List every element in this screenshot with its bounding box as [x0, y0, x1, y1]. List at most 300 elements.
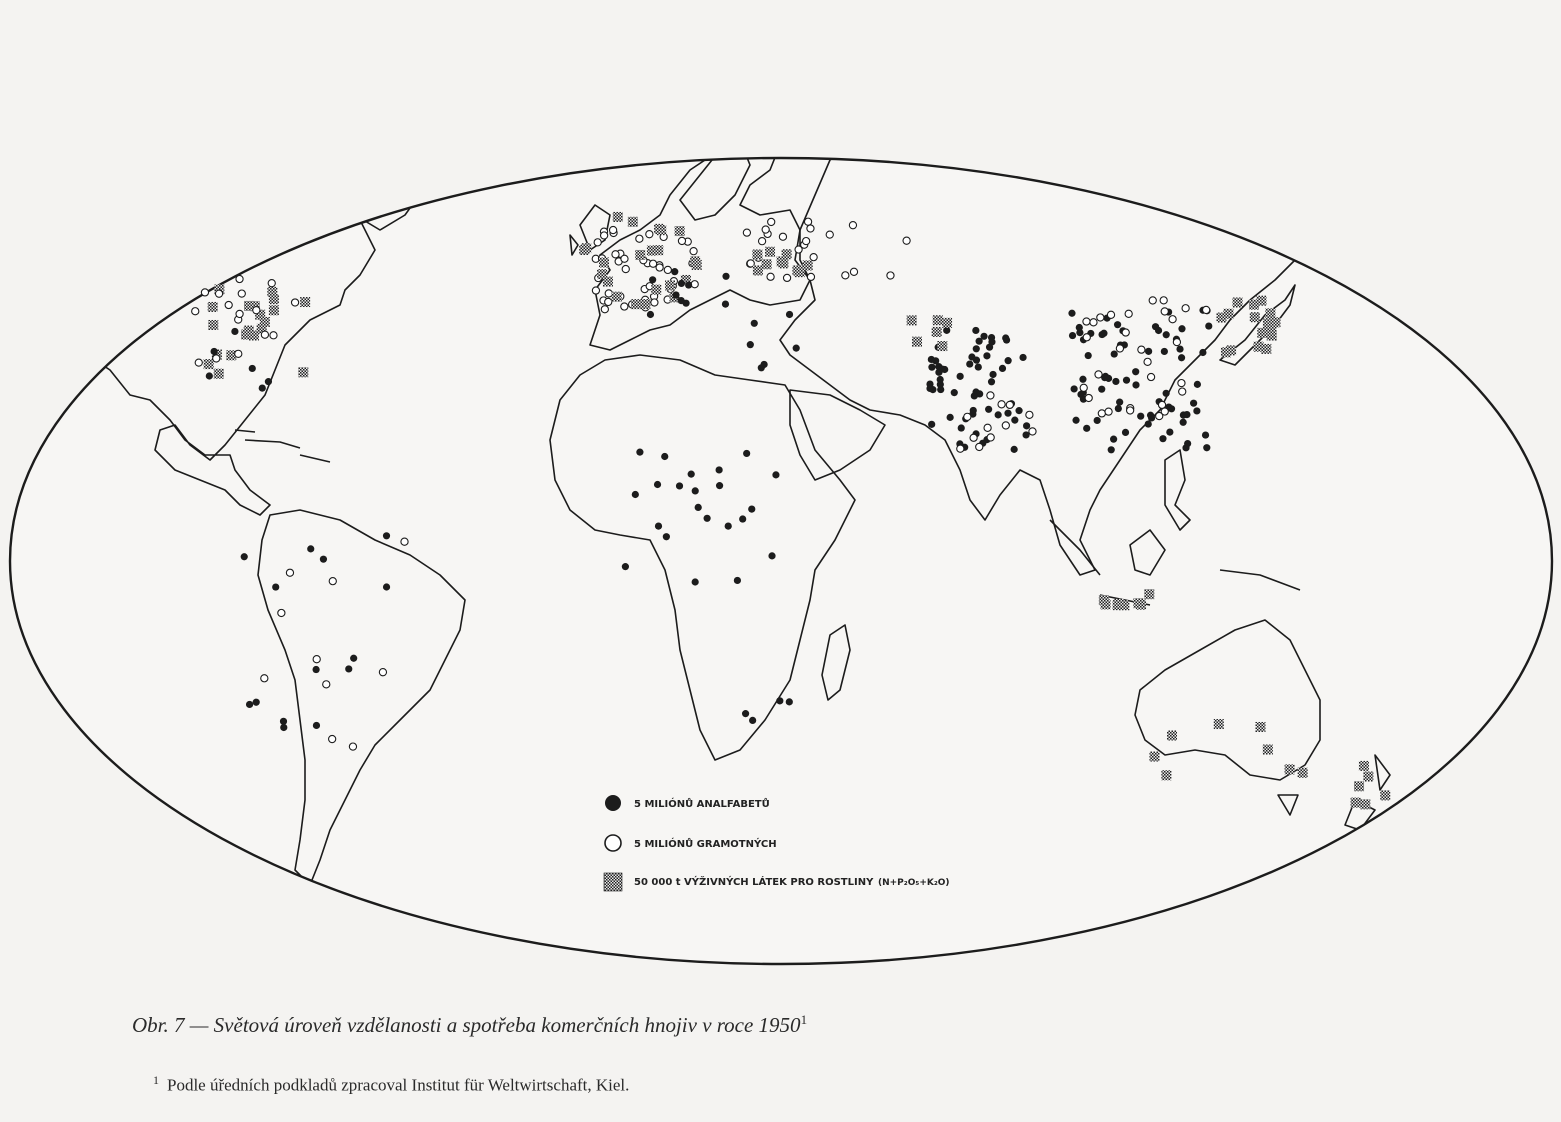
literate-symbol — [238, 290, 245, 297]
literate-symbol — [984, 424, 991, 431]
fertilizer-symbol — [640, 299, 650, 309]
fertilizer-symbol — [628, 217, 638, 227]
literate-symbol — [601, 306, 608, 313]
illiterate-symbol — [636, 449, 643, 456]
literate-symbol — [592, 287, 599, 294]
illiterate-symbol — [1161, 348, 1168, 355]
fertilizer-symbol — [1359, 761, 1369, 771]
illiterate-symbol — [1094, 417, 1101, 424]
literate-symbol — [849, 222, 856, 229]
illiterate-symbol — [1068, 310, 1075, 317]
illiterate-symbol — [957, 373, 964, 380]
illiterate-symbol — [1011, 417, 1018, 424]
illiterate-symbol — [1023, 422, 1030, 429]
literate-symbol — [636, 235, 643, 242]
illiterate-symbol — [1184, 440, 1191, 447]
illiterate-symbol — [320, 556, 327, 563]
literate-symbol — [803, 238, 810, 245]
fertilizer-symbol — [1250, 312, 1260, 322]
caption-note-mark: 1 — [800, 1012, 808, 1027]
illiterate-symbol — [654, 481, 661, 488]
literate-symbol — [192, 308, 199, 315]
literate-symbol — [201, 289, 208, 296]
literate-symbol — [1083, 334, 1090, 341]
literate-symbol — [268, 280, 275, 287]
illiterate-symbol — [928, 364, 935, 371]
fertilizer-symbol — [204, 359, 214, 369]
illiterate-symbol — [1168, 405, 1175, 412]
literate-symbol — [215, 290, 222, 297]
literate-symbol — [323, 681, 330, 688]
literate-symbol — [329, 735, 336, 742]
illiterate-symbol — [1178, 325, 1185, 332]
illiterate-symbol — [768, 552, 775, 559]
literate-symbol — [691, 281, 698, 288]
fertilizer-symbol — [1255, 722, 1265, 732]
illiterate-symbol — [1110, 436, 1117, 443]
fertilizer-symbol — [269, 294, 279, 304]
fertilizer-symbol — [1223, 309, 1233, 319]
fertilizer-symbol — [635, 250, 645, 260]
literate-symbol — [622, 265, 629, 272]
illiterate-symbol — [688, 471, 695, 478]
illiterate-symbol — [988, 378, 995, 385]
illiterate-symbol — [676, 482, 683, 489]
fertilizer-symbol — [1298, 768, 1308, 778]
illiterate-symbol — [272, 583, 279, 590]
illiterate-symbol — [672, 291, 679, 298]
illiterate-symbol — [1116, 399, 1123, 406]
illiterate-symbol — [749, 717, 756, 724]
illiterate-symbol — [1163, 390, 1170, 397]
fertilizer-symbol — [208, 302, 218, 312]
illiterate-symbol — [685, 281, 692, 288]
illiterate-symbol — [772, 471, 779, 478]
illiterate-symbol — [1122, 429, 1129, 436]
literate-symbol — [270, 332, 277, 339]
fertilizer-symbol — [603, 277, 613, 287]
fertilizer-symbol — [1360, 799, 1370, 809]
illiterate-symbol — [1159, 435, 1166, 442]
literate-symbol — [1090, 319, 1097, 326]
illiterate-symbol — [1005, 357, 1012, 364]
illiterate-symbol — [1011, 446, 1018, 453]
illiterate-symbol — [280, 724, 287, 731]
fertilizer-symbol — [1261, 344, 1271, 354]
literate-symbol — [646, 231, 653, 238]
fertilizer-symbol — [208, 320, 218, 330]
literate-symbol — [225, 301, 232, 308]
illiterate-symbol — [280, 718, 287, 725]
illiterate-symbol — [246, 701, 253, 708]
literate-symbol — [1179, 388, 1186, 395]
footnote-mark: 1 — [153, 1073, 159, 1087]
legend-illiterate-label: 5 MILIÓNŮ ANALFABETŮ — [634, 799, 770, 810]
fertilizer-symbol — [1263, 745, 1273, 755]
fertilizer-symbol — [1161, 770, 1171, 780]
illiterate-symbol — [1166, 428, 1173, 435]
illiterate-symbol — [1193, 407, 1200, 414]
literate-symbol — [349, 743, 356, 750]
literate-symbol — [1127, 407, 1134, 414]
fertilizer-symbol — [1270, 317, 1280, 327]
illiterate-symbol — [1147, 412, 1154, 419]
literate-symbol — [768, 218, 775, 225]
literate-symbol — [261, 331, 268, 338]
literate-symbol — [291, 299, 298, 306]
literate-symbol — [826, 231, 833, 238]
illiterate-symbol — [1069, 332, 1076, 339]
illiterate-symbol — [1083, 425, 1090, 432]
legend-literate-symbol — [605, 835, 621, 851]
literate-symbol — [804, 218, 811, 225]
illiterate-symbol — [647, 311, 654, 318]
illiterate-symbol — [649, 276, 656, 283]
literate-symbol — [970, 434, 977, 441]
illiterate-symbol — [761, 361, 768, 368]
illiterate-symbol — [211, 348, 218, 355]
illiterate-symbol — [692, 578, 699, 585]
literate-symbol — [678, 237, 685, 244]
literate-symbol — [621, 303, 628, 310]
literate-symbol — [850, 268, 857, 275]
illiterate-symbol — [1199, 349, 1206, 356]
literate-symbol — [1144, 358, 1151, 365]
illiterate-symbol — [1076, 324, 1083, 331]
illiterate-symbol — [1137, 413, 1144, 420]
literate-symbol — [1026, 411, 1033, 418]
literate-symbol — [261, 675, 268, 682]
illiterate-symbol — [350, 655, 357, 662]
literate-symbol — [976, 443, 983, 450]
illiterate-symbol — [307, 545, 314, 552]
literate-symbol — [887, 272, 894, 279]
illiterate-symbol — [995, 411, 1002, 418]
illiterate-symbol — [968, 353, 975, 360]
literate-symbol — [1107, 311, 1114, 318]
literate-symbol — [253, 307, 260, 314]
illiterate-symbol — [947, 414, 954, 421]
illiterate-symbol — [929, 386, 936, 393]
illiterate-symbol — [265, 378, 272, 385]
fertilizer-symbol — [765, 247, 775, 257]
illiterate-symbol — [983, 352, 990, 359]
legend-fertilizer-formula: (N+P₂O₅+K₂O) — [878, 878, 950, 888]
literate-symbol — [605, 290, 612, 297]
fertilizer-symbol — [912, 337, 922, 347]
literate-symbol — [278, 609, 285, 616]
illiterate-symbol — [725, 523, 732, 530]
fertilizer-symbol — [1233, 297, 1243, 307]
fertilizer-symbol — [613, 212, 623, 222]
literate-symbol — [1122, 329, 1129, 336]
literate-symbol — [1029, 428, 1036, 435]
literate-symbol — [235, 350, 242, 357]
illiterate-symbol — [206, 372, 213, 379]
illiterate-symbol — [1115, 405, 1122, 412]
illiterate-symbol — [1155, 327, 1162, 334]
illiterate-symbol — [786, 698, 793, 705]
fertilizer-symbol — [1099, 595, 1109, 605]
illiterate-symbol — [1098, 386, 1105, 393]
illiterate-symbol — [1100, 330, 1107, 337]
illiterate-symbol — [716, 466, 723, 473]
fertilizer-symbol — [690, 256, 700, 266]
literate-symbol — [998, 401, 1005, 408]
illiterate-symbol — [966, 360, 973, 367]
literate-symbol — [236, 275, 243, 282]
illiterate-symbol — [1085, 352, 1092, 359]
literate-symbol — [1182, 305, 1189, 312]
legend-literate-label: 5 MILIÓNŮ GRAMOTNÝCH — [634, 839, 777, 850]
illiterate-symbol — [663, 533, 670, 540]
fertilizer-symbol — [942, 318, 952, 328]
fertilizer-symbol — [298, 367, 308, 377]
footnote-text: Podle úředních podkladů zpracoval Institut für Weltwirtschaft, Kiel. — [167, 1075, 630, 1095]
illiterate-symbol — [1132, 368, 1139, 375]
illiterate-symbol — [383, 532, 390, 539]
kamchatka-outline — [1300, 200, 1345, 260]
literate-symbol — [903, 237, 910, 244]
fertilizer-symbol — [241, 330, 251, 340]
illiterate-symbol — [972, 327, 979, 334]
illiterate-symbol — [259, 385, 266, 392]
illiterate-symbol — [1004, 410, 1011, 417]
illiterate-symbol — [928, 421, 935, 428]
fertilizer-symbol — [1265, 308, 1275, 318]
literate-symbol — [401, 538, 408, 545]
illiterate-symbol — [1072, 417, 1079, 424]
illiterate-symbol — [985, 406, 992, 413]
fertilizer-symbol — [933, 315, 943, 325]
illiterate-symbol — [692, 487, 699, 494]
literate-symbol — [1098, 410, 1105, 417]
fertilizer-symbol — [937, 341, 947, 351]
fertilizer-symbol — [651, 285, 661, 295]
literate-symbol — [379, 669, 386, 676]
literate-symbol — [1147, 373, 1154, 380]
fertilizer-symbol — [579, 245, 589, 255]
fertilizer-symbol — [599, 257, 609, 267]
illiterate-symbol — [975, 363, 982, 370]
literate-symbol — [195, 359, 202, 366]
literate-symbol — [783, 274, 790, 281]
literate-symbol — [987, 434, 994, 441]
literate-symbol — [1080, 384, 1087, 391]
literate-symbol — [1006, 401, 1013, 408]
literate-symbol — [610, 226, 617, 233]
literate-symbol — [758, 238, 765, 245]
illiterate-symbol — [1205, 322, 1212, 329]
literate-symbol — [651, 299, 658, 306]
illiterate-symbol — [1079, 376, 1086, 383]
illiterate-symbol — [1145, 420, 1152, 427]
literate-symbol — [1083, 318, 1090, 325]
literate-symbol — [213, 355, 220, 362]
fertilizer-symbol — [1113, 600, 1123, 610]
illiterate-symbol — [937, 381, 944, 388]
literate-symbol — [1085, 394, 1092, 401]
fertilizer-symbol — [1144, 589, 1154, 599]
literate-symbol — [964, 413, 971, 420]
illiterate-symbol — [1176, 345, 1183, 352]
illiterate-symbol — [776, 697, 783, 704]
fertilizer-symbol — [675, 226, 685, 236]
literate-symbol — [1203, 306, 1210, 313]
literate-symbol — [601, 232, 608, 239]
literate-symbol — [957, 445, 964, 452]
literate-symbol — [987, 392, 994, 399]
illiterate-symbol — [743, 450, 750, 457]
literate-symbol — [656, 264, 663, 271]
fertilizer-symbol — [300, 297, 310, 307]
legend-fertilizer-label: 50 000 t VÝŽIVNÝCH LÁTEK PRO ROSTLINY — [634, 877, 874, 888]
illiterate-symbol — [1202, 431, 1209, 438]
literate-symbol — [286, 569, 293, 576]
literate-symbol — [1116, 345, 1123, 352]
footnote — [153, 1073, 629, 1096]
legend-illiterate-symbol — [605, 795, 621, 811]
illiterate-symbol — [988, 334, 995, 341]
literate-symbol — [743, 229, 750, 236]
literate-symbol — [594, 239, 601, 246]
illiterate-symbol — [678, 280, 685, 287]
illiterate-symbol — [253, 699, 260, 706]
literate-symbol — [329, 578, 336, 585]
illiterate-symbol — [999, 365, 1006, 372]
illiterate-symbol — [734, 577, 741, 584]
illiterate-symbol — [951, 389, 958, 396]
literate-symbol — [313, 656, 320, 663]
illiterate-symbol — [722, 273, 729, 280]
illiterate-symbol — [976, 338, 983, 345]
illiterate-symbol — [751, 320, 758, 327]
illiterate-symbol — [1178, 354, 1185, 361]
illiterate-symbol — [747, 341, 754, 348]
literate-symbol — [621, 255, 628, 262]
illiterate-symbol — [1190, 400, 1197, 407]
literate-symbol — [1149, 297, 1156, 304]
fertilizer-symbol — [1221, 347, 1231, 357]
fertilizer-symbol — [612, 292, 622, 302]
fertilizer-symbol — [1380, 790, 1390, 800]
fertilizer-symbol — [656, 225, 666, 235]
literate-symbol — [767, 273, 774, 280]
literate-symbol — [1178, 379, 1185, 386]
fertilizer-symbol — [1133, 598, 1143, 608]
illiterate-symbol — [986, 344, 993, 351]
fertilizer-symbol — [269, 305, 279, 315]
illiterate-symbol — [786, 311, 793, 318]
literate-symbol — [690, 248, 697, 255]
illiterate-symbol — [1015, 407, 1022, 414]
literate-symbol — [1161, 308, 1168, 315]
literate-symbol — [1138, 346, 1145, 353]
fertilizer-symbol — [1214, 719, 1224, 729]
fertilizer-symbol — [631, 299, 641, 309]
illiterate-symbol — [632, 491, 639, 498]
fertilizer-symbol — [1285, 764, 1295, 774]
fertilizer-symbol — [1149, 752, 1159, 762]
illiterate-symbol — [748, 506, 755, 513]
illiterate-symbol — [958, 424, 965, 431]
illiterate-symbol — [345, 665, 352, 672]
literate-symbol — [810, 254, 817, 261]
illiterate-symbol — [1180, 419, 1187, 426]
literate-symbol — [1095, 371, 1102, 378]
fertilizer-symbol — [1351, 798, 1361, 808]
caption-title: Obr. 7 — Světová úroveň vzdělanosti a spotřeba komerčních hnojiv v roce 1950 — [132, 1013, 801, 1037]
illiterate-symbol — [938, 366, 945, 373]
literate-symbol — [1173, 339, 1180, 346]
illiterate-symbol — [1003, 336, 1010, 343]
fertilizer-symbol — [795, 267, 805, 277]
illiterate-symbol — [1114, 321, 1121, 328]
illiterate-symbol — [661, 453, 668, 460]
literate-symbol — [1160, 297, 1167, 304]
fertilizer-symbol — [762, 259, 772, 269]
illiterate-symbol — [793, 345, 800, 352]
literate-symbol — [1125, 310, 1132, 317]
illiterate-symbol — [695, 504, 702, 511]
literate-symbol — [1002, 422, 1009, 429]
illiterate-symbol — [655, 522, 662, 529]
literate-symbol — [612, 251, 619, 258]
illiterate-symbol — [313, 722, 320, 729]
fertilizer-symbol — [647, 246, 657, 256]
illiterate-symbol — [1163, 331, 1170, 338]
fertilizer-symbol — [782, 249, 792, 259]
illiterate-symbol — [1111, 350, 1118, 357]
literate-symbol — [605, 298, 612, 305]
illiterate-symbol — [383, 583, 390, 590]
illiterate-symbol — [1071, 385, 1078, 392]
illiterate-symbol — [943, 327, 950, 334]
fertilizer-symbol — [907, 315, 917, 325]
illiterate-symbol — [722, 301, 729, 308]
illiterate-symbol — [1019, 354, 1026, 361]
illiterate-symbol — [739, 515, 746, 522]
fertilizer-symbol — [214, 369, 224, 379]
illiterate-symbol — [1183, 411, 1190, 418]
legend-fertilizer-symbol — [604, 873, 622, 891]
illiterate-symbol — [1132, 381, 1139, 388]
literate-symbol — [1169, 316, 1176, 323]
illiterate-symbol — [716, 482, 723, 489]
illiterate-symbol — [1112, 378, 1119, 385]
literate-symbol — [779, 233, 786, 240]
illiterate-symbol — [622, 563, 629, 570]
illiterate-symbol — [1123, 377, 1130, 384]
literate-symbol — [1105, 408, 1112, 415]
illiterate-symbol — [682, 300, 689, 307]
illiterate-symbol — [231, 328, 238, 335]
illiterate-symbol — [742, 710, 749, 717]
fertilizer-symbol — [753, 265, 763, 275]
illiterate-symbol — [932, 357, 939, 364]
literate-symbol — [762, 226, 769, 233]
fertilizer-symbol — [752, 250, 762, 260]
illiterate-symbol — [671, 268, 678, 275]
illiterate-symbol — [249, 365, 256, 372]
fertilizer-symbol — [1167, 730, 1177, 740]
fertilizer-symbol — [932, 327, 942, 337]
fertilizer-symbol — [1354, 781, 1364, 791]
fertilizer-symbol — [1257, 328, 1267, 338]
illiterate-symbol — [241, 553, 248, 560]
literate-symbol — [1161, 408, 1168, 415]
literate-symbol — [807, 273, 814, 280]
